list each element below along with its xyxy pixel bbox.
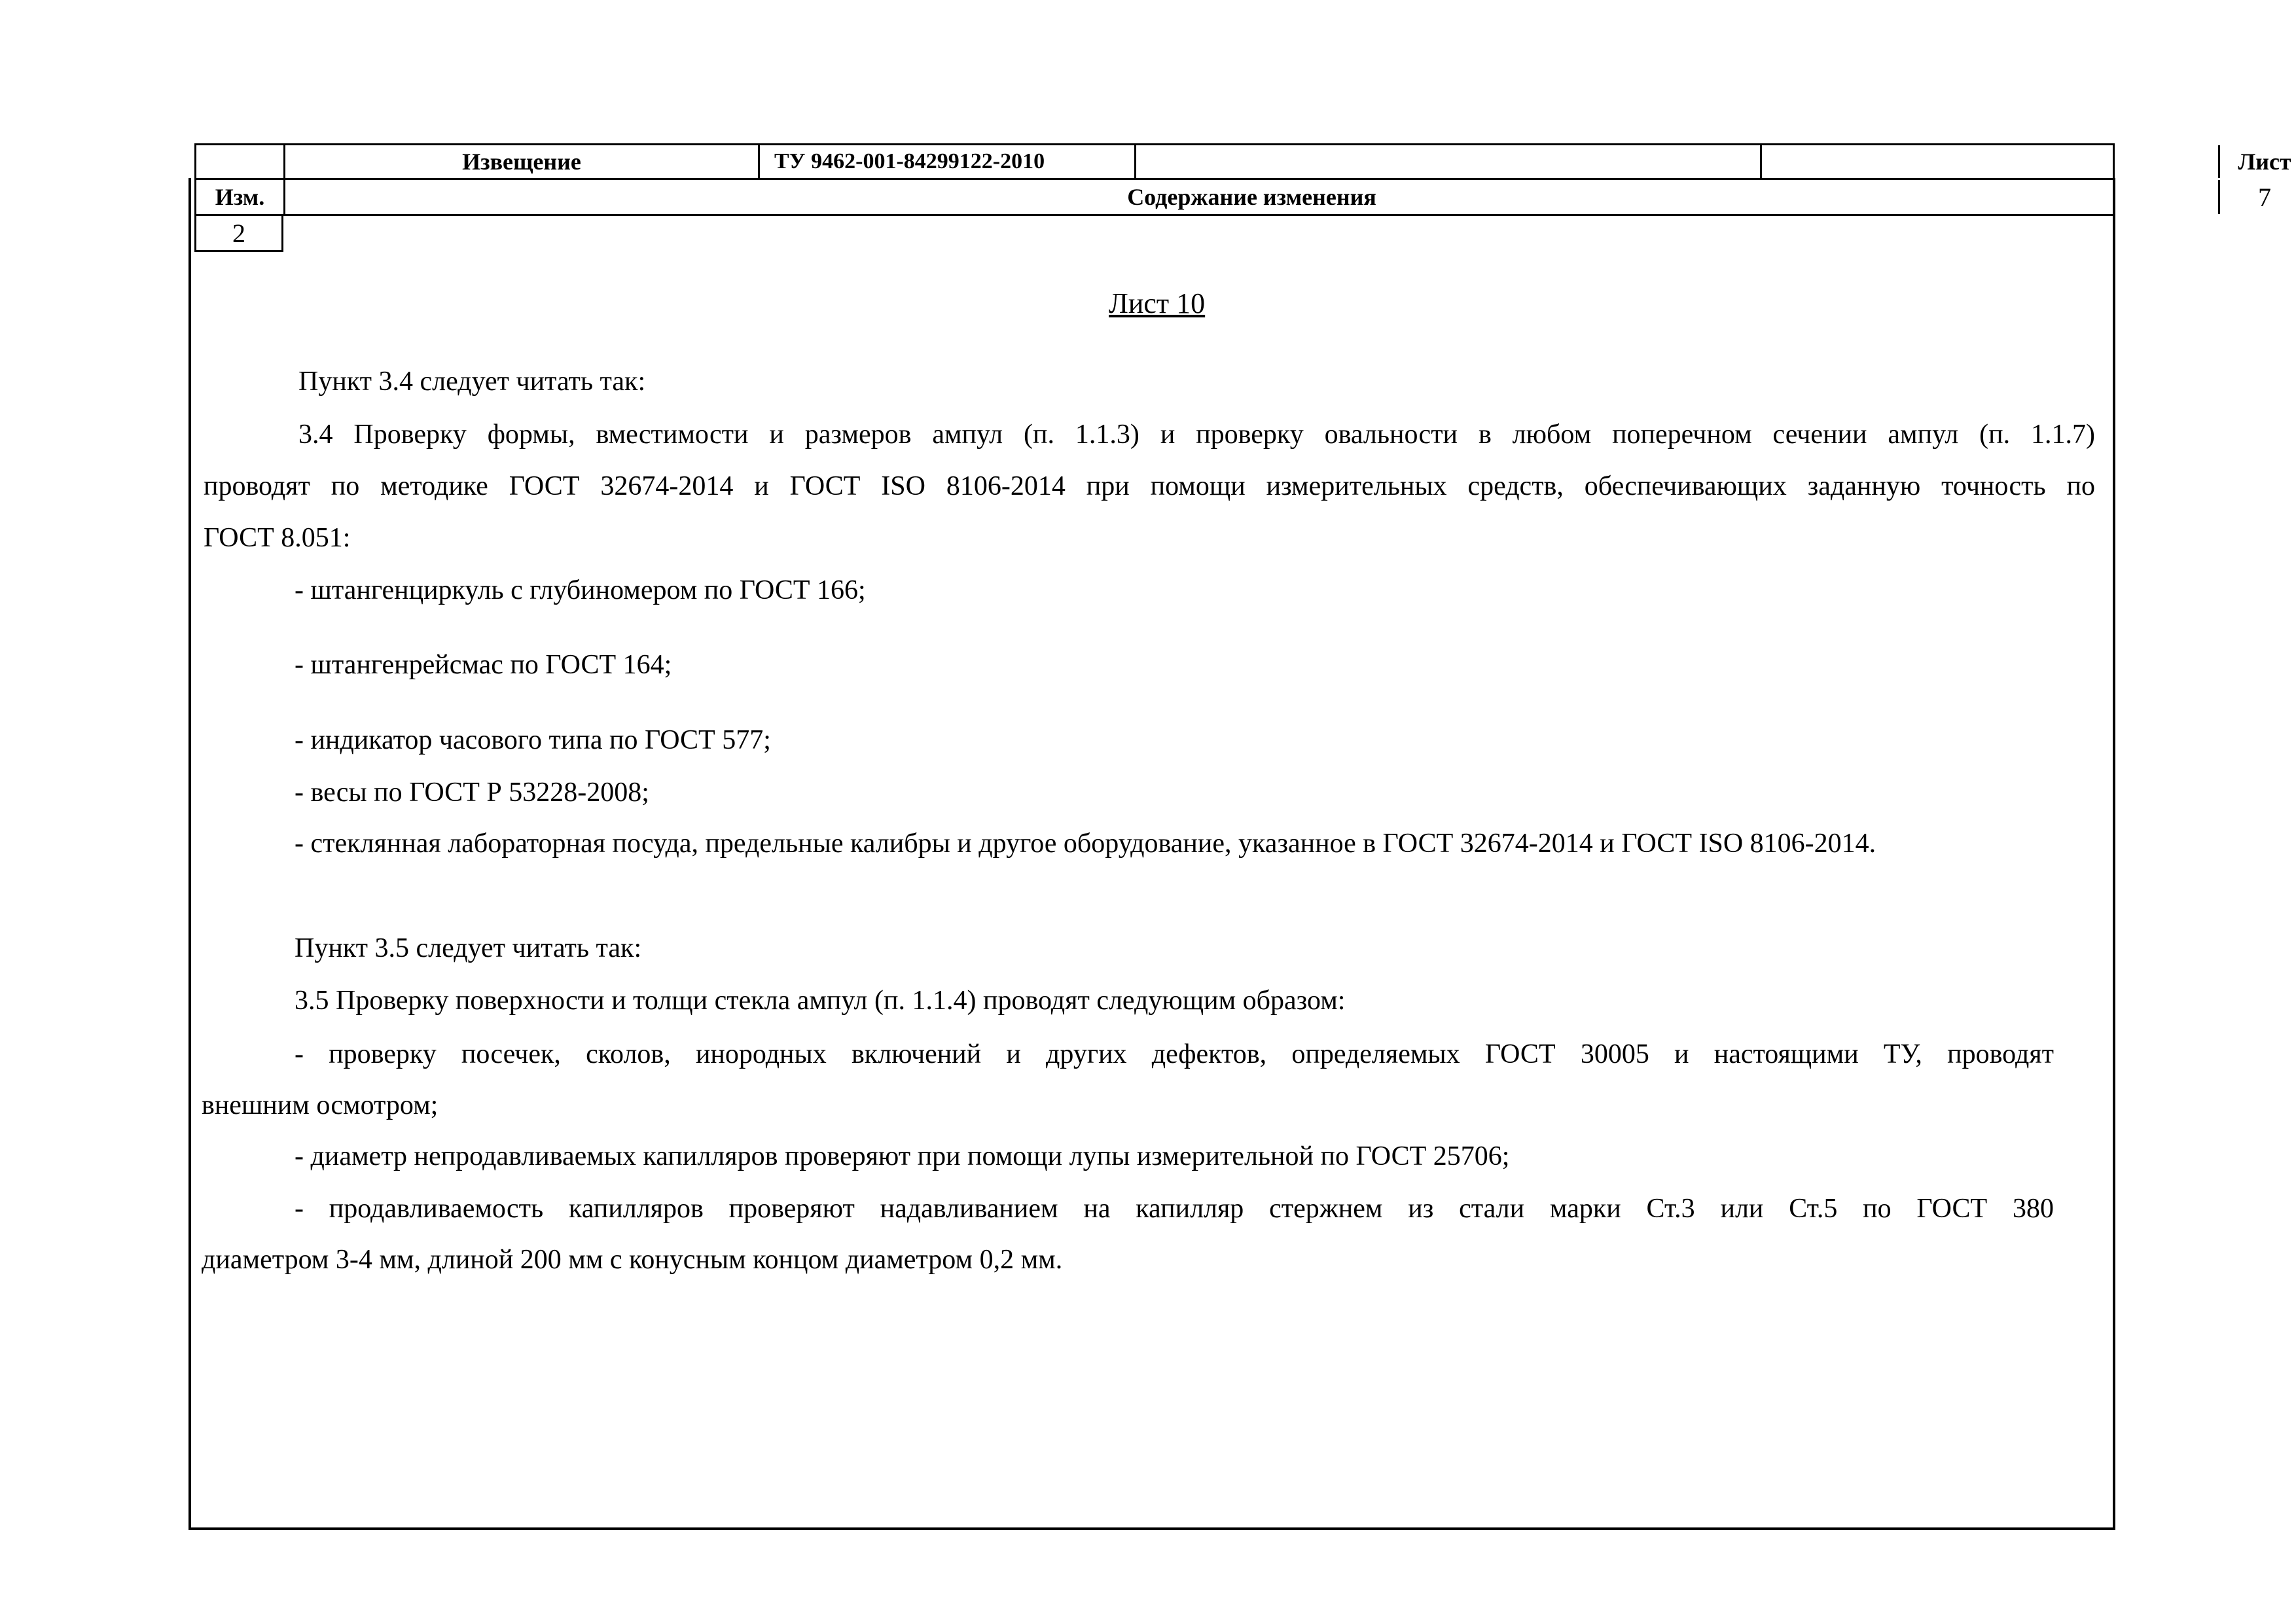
p34-intro: Пункт 3.4 следует читать так: [298,366,646,397]
p35-bullet-1-line-1: - проверку посечек, сколов, инородных включений и других дефектов, определяемых ГОСТ 30005 и настоящими ТУ, проводят [295,1039,2054,1069]
list-item-1: - штангенциркуль с глубиномером по ГОСТ 166; [295,575,866,605]
content-label: Содержание изменения [285,180,2220,214]
change-label: Изм. [196,180,285,214]
p34-line-1: 3.4 Проверку формы, вместимости и размеров ампул (п. 1.1.3) и проверку овальности в любом поперечном сечении ампул (п. 1.1.7) [298,419,2095,450]
p34-line-2: проводят по методике ГОСТ 32674-2014 и ГОСТ ISO 8106-2014 при помощи измерительных средств, обеспечивающих заданную точность по [204,471,2095,501]
header-empty-cell [196,145,285,178]
p35-bullet-2: - диаметр непродавливаемых капилляров проверяют при помощи лупы измерительной по ГОСТ 25706; [295,1141,1510,1171]
sheet-title: Лист 10 [1109,287,1206,319]
p35-bullet-3-line-1: - продавливаемость капилляров проверяют надавливанием на капилляр стержнем из стали марки Ст.3 или Ст.5 по ГОСТ 380 [295,1194,2054,1224]
list-item-4: - весы по ГОСТ Р 53228-2008; [295,777,649,808]
notice-label: Извещение [285,145,760,178]
sheet-number: 7 [2258,182,2271,212]
p35-bullet-3-line-2: диаметром 3-4 мм, длиной 200 мм с конусным концом диаметром 0,2 мм. [202,1245,1063,1275]
doc-code: ТУ 9462-001-84299122-2010 [760,145,1136,178]
header-empty-cell-2 [1136,145,1762,178]
list-item-3: - индикатор часового типа по ГОСТ 577; [295,725,771,755]
sheet-label: Лист [2238,149,2291,175]
header-row-notice [194,143,2291,180]
list-item-2: - штангенрейсмас по ГОСТ 164; [295,650,672,680]
change-number: 2 [194,214,283,252]
list-item-5: - стеклянная лабораторная посуда, предельные калибры и другое оборудование, указанное в ГОСТ 32674-2014 и ГОСТ ISO 8106-2014. [295,829,1876,859]
p35-intro: Пункт 3.5 следует читать так: [295,933,642,963]
p34-line-3: ГОСТ 8.051: [204,523,351,553]
p35-line-1: 3.5 Проверку поверхности и толщи стекла ампул (п. 1.1.4) проводят следующим образом: [295,986,1346,1016]
p35-bullet-1-line-2: внешним осмотром; [202,1090,439,1120]
header-empty-cell-3 [1762,145,2220,178]
